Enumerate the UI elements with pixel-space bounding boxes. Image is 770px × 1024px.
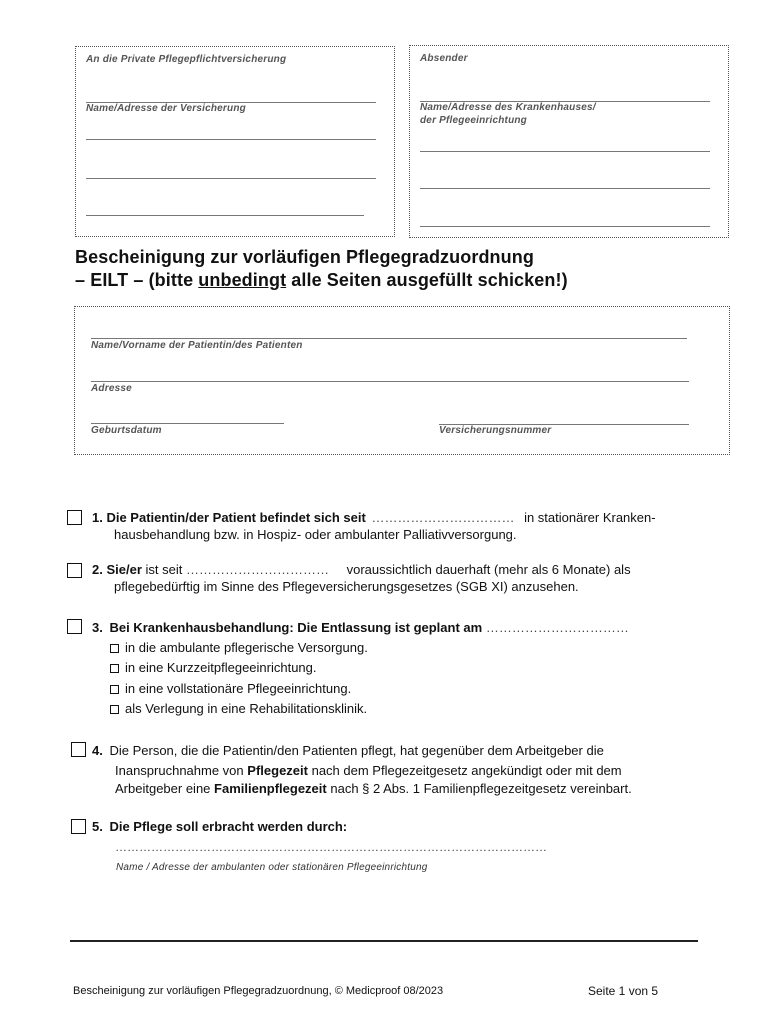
patient-name-line[interactable] [91, 338, 687, 339]
item-4-line-2-pre: Inanspruchnahme von [115, 763, 244, 778]
sender-address-label-1: Name/Adresse des Krankenhauses/ [420, 102, 596, 113]
title-pre: – EILT – (bitte [75, 270, 199, 290]
sender-line-3[interactable] [420, 188, 710, 189]
item-2-line-1 [92, 562, 631, 577]
sender-line-4[interactable] [420, 226, 710, 227]
option-2-label: in eine Kurzzeitpflegeeinrichtung. [125, 660, 317, 675]
title-underlined: unbedingt [198, 270, 287, 290]
item-4-line-2 [115, 763, 622, 778]
item-2-line-2: pflegebedürftig im Sinne des Pflegeversicherungsgesetzes (SGB XI) anzusehen. [114, 579, 579, 594]
item-3-option-4[interactable] [110, 701, 367, 716]
item-2-text: ist seit [145, 562, 183, 577]
item-5-caption: Name / Adresse der ambulanten oder stationären Pflegeeinrichtung [116, 862, 428, 873]
item-3-line-1 [92, 620, 629, 635]
document-title-line-1: Bescheinigung zur vorläufigen Pflegegradzuordnung [75, 247, 534, 267]
item-3-option-3[interactable] [110, 681, 351, 696]
insurer-line-4[interactable] [86, 215, 364, 216]
birthdate-label: Geburtsdatum [91, 425, 162, 436]
item-5-dots[interactable]: ……………………………………………………………………………………………… [115, 840, 547, 854]
item-4-line-2-post: nach dem Pflegezeitgesetz angekündigt oder mit dem [311, 763, 622, 778]
item-4-checkbox[interactable] [71, 742, 86, 757]
item-4-text-1: Die Person, die die Patientin/den Patienten pflegt, hat gegenüber dem Arbeitgeber die [109, 743, 604, 758]
item-5-line-1 [92, 819, 347, 834]
item-4-number: 4. [92, 743, 103, 758]
item-3-bold: Bei Krankenhausbehandlung: Die Entlassung ist geplant am [109, 620, 483, 635]
insurer-line-3[interactable] [86, 178, 376, 179]
item-5-bold: Die Pflege soll erbracht werden durch: [109, 819, 348, 834]
option-4-checkbox[interactable] [110, 705, 119, 714]
option-3-label: in eine vollstationäre Pflegeeinrichtung. [125, 681, 352, 696]
option-4-label: als Verlegung in eine Rehabilitationsklinik. [125, 701, 368, 716]
sender-address-label-2: der Pflegeeinrichtung [420, 115, 527, 126]
item-3-number: 3. [92, 620, 103, 635]
insurer-address-box [75, 46, 395, 237]
item-3-dots[interactable]: …………………………… [485, 620, 629, 635]
footer-copyright: Bescheinigung zur vorläufigen Pflegegradzuordnung, © Medicproof 08/2023 [73, 985, 444, 997]
insurer-to-label: An die Private Pflegepflichtversicherung [86, 54, 287, 65]
item-2-checkbox[interactable] [67, 563, 82, 578]
insurer-line-2[interactable] [86, 139, 376, 140]
footer-rule [70, 940, 698, 942]
item-1-bold: Die Patientin/der Patient befindet sich seit [106, 510, 366, 525]
option-1-checkbox[interactable] [110, 644, 119, 653]
item-5-checkbox[interactable] [71, 819, 86, 834]
item-3-option-2[interactable] [110, 660, 317, 675]
item-5-number: 5. [92, 819, 103, 834]
item-3-checkbox[interactable] [67, 619, 82, 634]
sender-label: Absender [420, 53, 468, 64]
item-4-familienpflegezeit: Familienpflegezeit [214, 781, 327, 796]
birthdate-line[interactable] [91, 423, 284, 424]
item-4-line-1 [92, 743, 604, 758]
document-title-line-2 [75, 270, 568, 291]
option-3-checkbox[interactable] [110, 685, 119, 694]
sender-address-box [409, 45, 729, 238]
item-4-line-3 [115, 781, 632, 796]
patient-address-line[interactable] [91, 381, 689, 382]
item-1-line-2: hausbehandlung bzw. in Hospiz- oder ambulanter Palliativversorgung. [114, 527, 517, 542]
patient-name-label: Name/Vorname der Patientin/des Patienten [91, 340, 303, 351]
item-4-line-3-pre: Arbeitgeber eine [115, 781, 211, 796]
item-4-line-3-post: nach § 2 Abs. 1 Familienpflegezeitgesetz vereinbart. [330, 781, 632, 796]
option-1-label: in die ambulante pflegerische Versorgung. [125, 640, 368, 655]
insurance-number-label: Versicherungsnummer [439, 425, 552, 436]
item-2-number: 2. [92, 562, 103, 577]
item-3-option-1[interactable] [110, 640, 368, 655]
item-1-rest: in stationärer Kranken- [524, 510, 656, 525]
item-2-rest: voraussichtlich dauerhaft (mehr als 6 Monate) als [346, 562, 631, 577]
patient-data-box [74, 306, 730, 455]
item-1-line-1 [92, 510, 656, 525]
title-post: alle Seiten ausgefüllt schicken!) [286, 270, 568, 290]
item-1-number: 1. [92, 510, 103, 525]
item-1-checkbox[interactable] [67, 510, 82, 525]
footer-page-number: Seite 1 von 5 [588, 984, 659, 998]
item-2-dots[interactable]: …………………………… [185, 562, 329, 577]
option-2-checkbox[interactable] [110, 664, 119, 673]
item-4-pflegezeit: Pflegezeit [247, 763, 308, 778]
sender-line-2[interactable] [420, 151, 710, 152]
insurer-address-label: Name/Adresse der Versicherung [86, 103, 246, 114]
item-2-bold: Sie/er [106, 562, 142, 577]
patient-address-label: Adresse [91, 383, 132, 394]
item-1-dots[interactable]: …………………………… [371, 510, 515, 525]
